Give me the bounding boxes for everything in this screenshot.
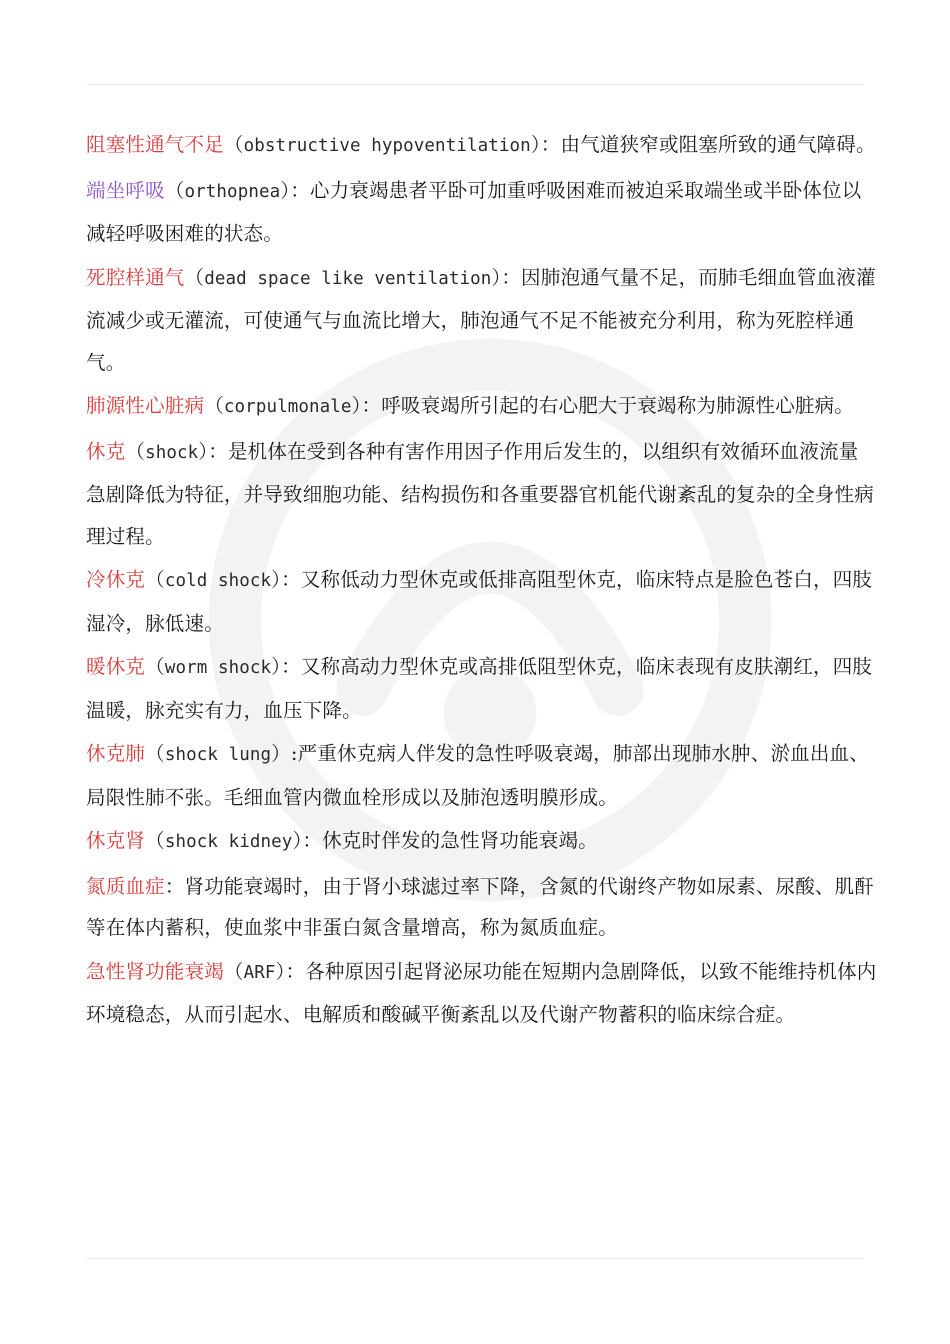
entry-definition: 严重休克病人伴发的急性呼吸衰竭，肺部出现肺水肿、淤血出血、局限性肺不张。毛细血管内微血栓形成以及肺泡透明膜形成。 bbox=[86, 742, 869, 809]
entry-separator: ： bbox=[208, 439, 228, 463]
entry-english: dead space like ventilation bbox=[204, 268, 492, 289]
entry-definition: 因肺泡通气量不足，而肺毛细血管血液灌流减少或无灌流，可使通气与血流比增大，肺泡通气不足不能被充分利用，称为死腔样通气。 bbox=[86, 265, 876, 374]
entry-separator: ： bbox=[361, 394, 382, 417]
paren-close: ） bbox=[530, 133, 541, 156]
glossary-entry bbox=[86, 866, 878, 949]
paren-open: （ bbox=[125, 439, 146, 463]
entry-separator: ： bbox=[285, 959, 306, 983]
entry-english: worm shock bbox=[164, 658, 272, 678]
entry-definition: 呼吸衰竭所引起的右心肥大于衰竭称为肺源性心脏病。 bbox=[381, 394, 855, 417]
entry-term: 休克肾 bbox=[86, 829, 146, 852]
header-rule bbox=[86, 84, 864, 85]
glossary-entry bbox=[86, 559, 878, 644]
entry-separator: ： bbox=[281, 568, 301, 591]
entry-definition: 休克时伴发的急性肾功能衰竭。 bbox=[322, 829, 598, 852]
entry-term: 端坐呼吸 bbox=[86, 178, 165, 202]
paren-close: ） bbox=[351, 394, 362, 417]
entry-english: obstructive hypoventilation bbox=[243, 136, 531, 156]
entry-english: corpulmonale bbox=[223, 397, 352, 417]
glossary-entry bbox=[86, 733, 878, 818]
paren-close: ） bbox=[271, 568, 282, 591]
entry-separator: ： bbox=[281, 655, 301, 678]
paren-open: （ bbox=[204, 394, 224, 417]
glossary-entry bbox=[86, 431, 878, 558]
entry-definition: 肾功能衰竭时，由于肾小球滤过率下降，含氮的代谢终产物如尿素、尿酸、肌酐等在体内蓄积，使血浆中非蛋白氮含量增高，称为氮质血症。 bbox=[86, 874, 875, 939]
paren-close: ） bbox=[280, 178, 291, 202]
entry-term: 冷休克 bbox=[86, 568, 146, 591]
paren-open: （ bbox=[145, 655, 165, 678]
paren-close: ） bbox=[292, 829, 303, 852]
glossary-entry bbox=[86, 951, 878, 1036]
paren-open: （ bbox=[145, 568, 165, 591]
entry-english: cold shock bbox=[164, 571, 272, 591]
entry-term: 休克 bbox=[86, 439, 126, 463]
entry-definition: 又称高动力型休克或高排低阻型休克，临床表现有皮肤潮红，四肢温暖，脉充实有力，血压下降。 bbox=[86, 655, 873, 722]
glossary-entry bbox=[86, 820, 878, 864]
paren-open: （ bbox=[184, 265, 205, 289]
entry-term: 氮质血症 bbox=[86, 874, 165, 898]
paren-open: （ bbox=[223, 959, 244, 983]
paren-open: （ bbox=[223, 133, 244, 156]
glossary-entry bbox=[86, 646, 878, 731]
entry-definition: 心力衰竭患者平卧可加重呼吸困难而被迫采取端坐或半卧体位以减轻呼吸困难的状态。 bbox=[86, 178, 862, 245]
entry-definition: 各种原因引起肾泌尿功能在短期内急剧降低，以致不能维持机体内环境稳态，从而引起水、电解质和酸碱平衡紊乱以及代谢产物蓄积的临床综合症。 bbox=[86, 959, 877, 1026]
entry-term: 暖休克 bbox=[86, 655, 146, 678]
entry-term: 阻塞性通气不足 bbox=[86, 133, 224, 156]
entry-english: shock kidney bbox=[164, 832, 293, 852]
paren-open: （ bbox=[145, 829, 165, 852]
paren-close: ） bbox=[271, 655, 282, 678]
entry-definition: 由气道狭窄或阻塞所致的通气障碍。 bbox=[560, 133, 876, 156]
paren-close: ） bbox=[275, 959, 286, 983]
glossary-entry bbox=[86, 170, 878, 255]
entry-term: 肺源性心脏病 bbox=[86, 394, 205, 417]
entry-separator: ： bbox=[540, 133, 561, 156]
glossary-entry bbox=[86, 257, 878, 384]
paren-close: ） bbox=[491, 265, 502, 289]
glossary-content bbox=[86, 124, 878, 1038]
entry-term: 死腔样通气 bbox=[86, 265, 185, 289]
paren-close: ） bbox=[198, 439, 209, 463]
entry-english: orthopnea bbox=[184, 181, 281, 202]
entry-english: shock bbox=[145, 442, 199, 463]
entry-separator: ： bbox=[290, 178, 310, 202]
glossary-entry bbox=[86, 385, 878, 429]
entry-separator: ： bbox=[501, 265, 522, 289]
entry-separator: : bbox=[290, 742, 298, 765]
footer-rule bbox=[86, 1258, 864, 1259]
entry-term: 急性肾功能衰竭 bbox=[86, 959, 224, 983]
entry-separator: ： bbox=[302, 829, 323, 852]
entry-english: ARF bbox=[243, 962, 276, 983]
paren-open: （ bbox=[164, 178, 185, 202]
entry-term: 休克肺 bbox=[86, 742, 146, 765]
entry-english: shock lung bbox=[164, 745, 272, 765]
paren-open: （ bbox=[145, 742, 165, 765]
paren-close: ） bbox=[271, 742, 291, 765]
entry-definition: 是机体在受到各种有害作用因子作用后发生的，以组织有效循环血液流量急剧降低为特征，并导致细胞功能、结构损伤和各重要器官机能代谢紊乱的复杂的全身性病理过程。 bbox=[86, 439, 875, 548]
entry-separator: ： bbox=[164, 874, 185, 898]
entry-definition: 又称低动力型休克或低排高阻型休克，临床特点是脸色苍白，四肢湿冷，脉低速。 bbox=[86, 568, 873, 635]
glossary-entry bbox=[86, 124, 878, 168]
